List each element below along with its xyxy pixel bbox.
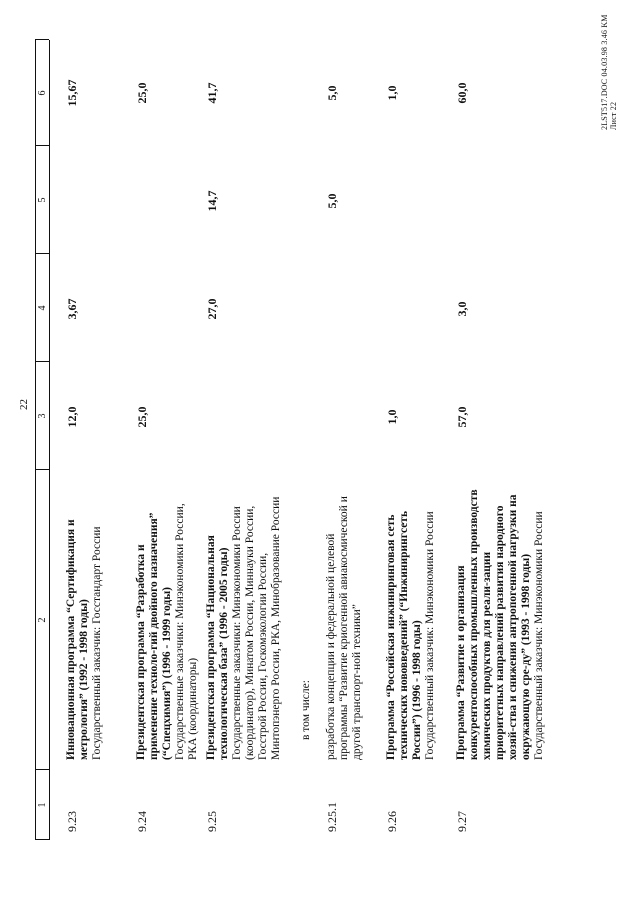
value-col4: 3,67 [65, 298, 79, 320]
row-description [65, 480, 104, 760]
program-customer: Государственные заказчики: Минэкономики России, РКА (координаторы) [174, 503, 199, 760]
program-title: Президентская программа “Разработка и применение техноло-гий двойного назначения” (“Спецхимия”) (1996 - 1999 годы) [135, 512, 173, 760]
column-header-1: 1 [37, 802, 48, 808]
program-title: Программа “Российская инжиниринговая сеть технических нововведений” (“Инжинирингсеть России”) (1996 - 1998 годы) [385, 510, 423, 760]
column-header-5: 5 [37, 197, 48, 203]
col-divider [35, 361, 49, 362]
value-col3: 1,0 [385, 409, 399, 425]
col-divider [35, 145, 49, 146]
program-table [35, 40, 575, 840]
row-number: 9.24 [135, 811, 149, 832]
program-customer: Государственные заказчики: Минэкономики России (координатор), Минатом России, Миннауки России, Госстрой России, Госкомэкологии России, Минтопэнерго России, РКА, Минобразование России [231, 496, 282, 760]
value-col6: 60,0 [455, 82, 469, 104]
value-col5: 5,0 [325, 193, 339, 209]
value-col6: 25,0 [135, 82, 149, 104]
value-col5: 14,7 [205, 190, 219, 212]
column-header-2: 2 [37, 617, 48, 623]
col-divider [35, 253, 49, 254]
col-divider [35, 39, 49, 40]
program-description: разработка концепции и федеральной целевой программы “Развитие криогенной авиакосмической и другой транспорт-ной техники” [325, 496, 363, 760]
program-customer: Государственный заказчик: Минэкономики России [424, 511, 436, 760]
program-customer: Государственный заказчик: Минэкономики России [533, 511, 545, 760]
row-description [205, 480, 283, 760]
row-description [385, 480, 437, 760]
program-title: Инновационная программа “Сертификация и метрология” (1992 - 1998 годы) [65, 519, 90, 760]
row-number: 9.25 [205, 811, 219, 832]
row-number: 9.27 [455, 811, 469, 832]
header-bottom-border [49, 40, 50, 840]
row-number: 9.25.1 [325, 802, 339, 832]
value-col4: 3,0 [455, 301, 469, 317]
column-header-6: 6 [37, 90, 48, 96]
row-number: 9.23 [65, 811, 79, 832]
row-number: 9.26 [385, 811, 399, 832]
value-col4: 27,0 [205, 298, 219, 320]
value-col3: 12,0 [65, 406, 79, 428]
row-description [325, 480, 364, 760]
table-top-border [35, 40, 36, 840]
program-title: Программа “Развитие и организация конкурентоспособных промышленных производств химических продуктов для реали-зации приоритетных направлений развития народного хозяй-ства и снижения антропогенной нагрузки на окружающую сре-ду” (1993 - 1998 годы) [455, 489, 532, 760]
subsection-label: в том числе: [300, 680, 312, 740]
col-divider [35, 769, 49, 770]
program-title: Президентская программа “Национальная технологическая база” (1996 - 2005 годы) [205, 535, 230, 760]
col-divider [35, 469, 49, 470]
value-col3: 57,0 [455, 406, 469, 428]
column-header-3: 3 [37, 413, 48, 419]
value-col6: 5,0 [325, 85, 339, 101]
col-divider [35, 839, 49, 840]
program-customer: Государственный заказчик: Госстандарт России [91, 526, 103, 760]
value-col6: 41,7 [205, 82, 219, 104]
row-description [135, 480, 200, 760]
document-footer-reference: 2LST517.DOC 04.03.98 3.46 KM Лист 22 [600, 14, 618, 130]
column-header-4: 4 [37, 305, 48, 311]
row-description [455, 480, 546, 760]
value-col6: 15,67 [65, 79, 79, 107]
value-col6: 1,0 [385, 85, 399, 101]
value-col3: 25,0 [135, 406, 149, 428]
page-number: 22 [18, 399, 30, 410]
